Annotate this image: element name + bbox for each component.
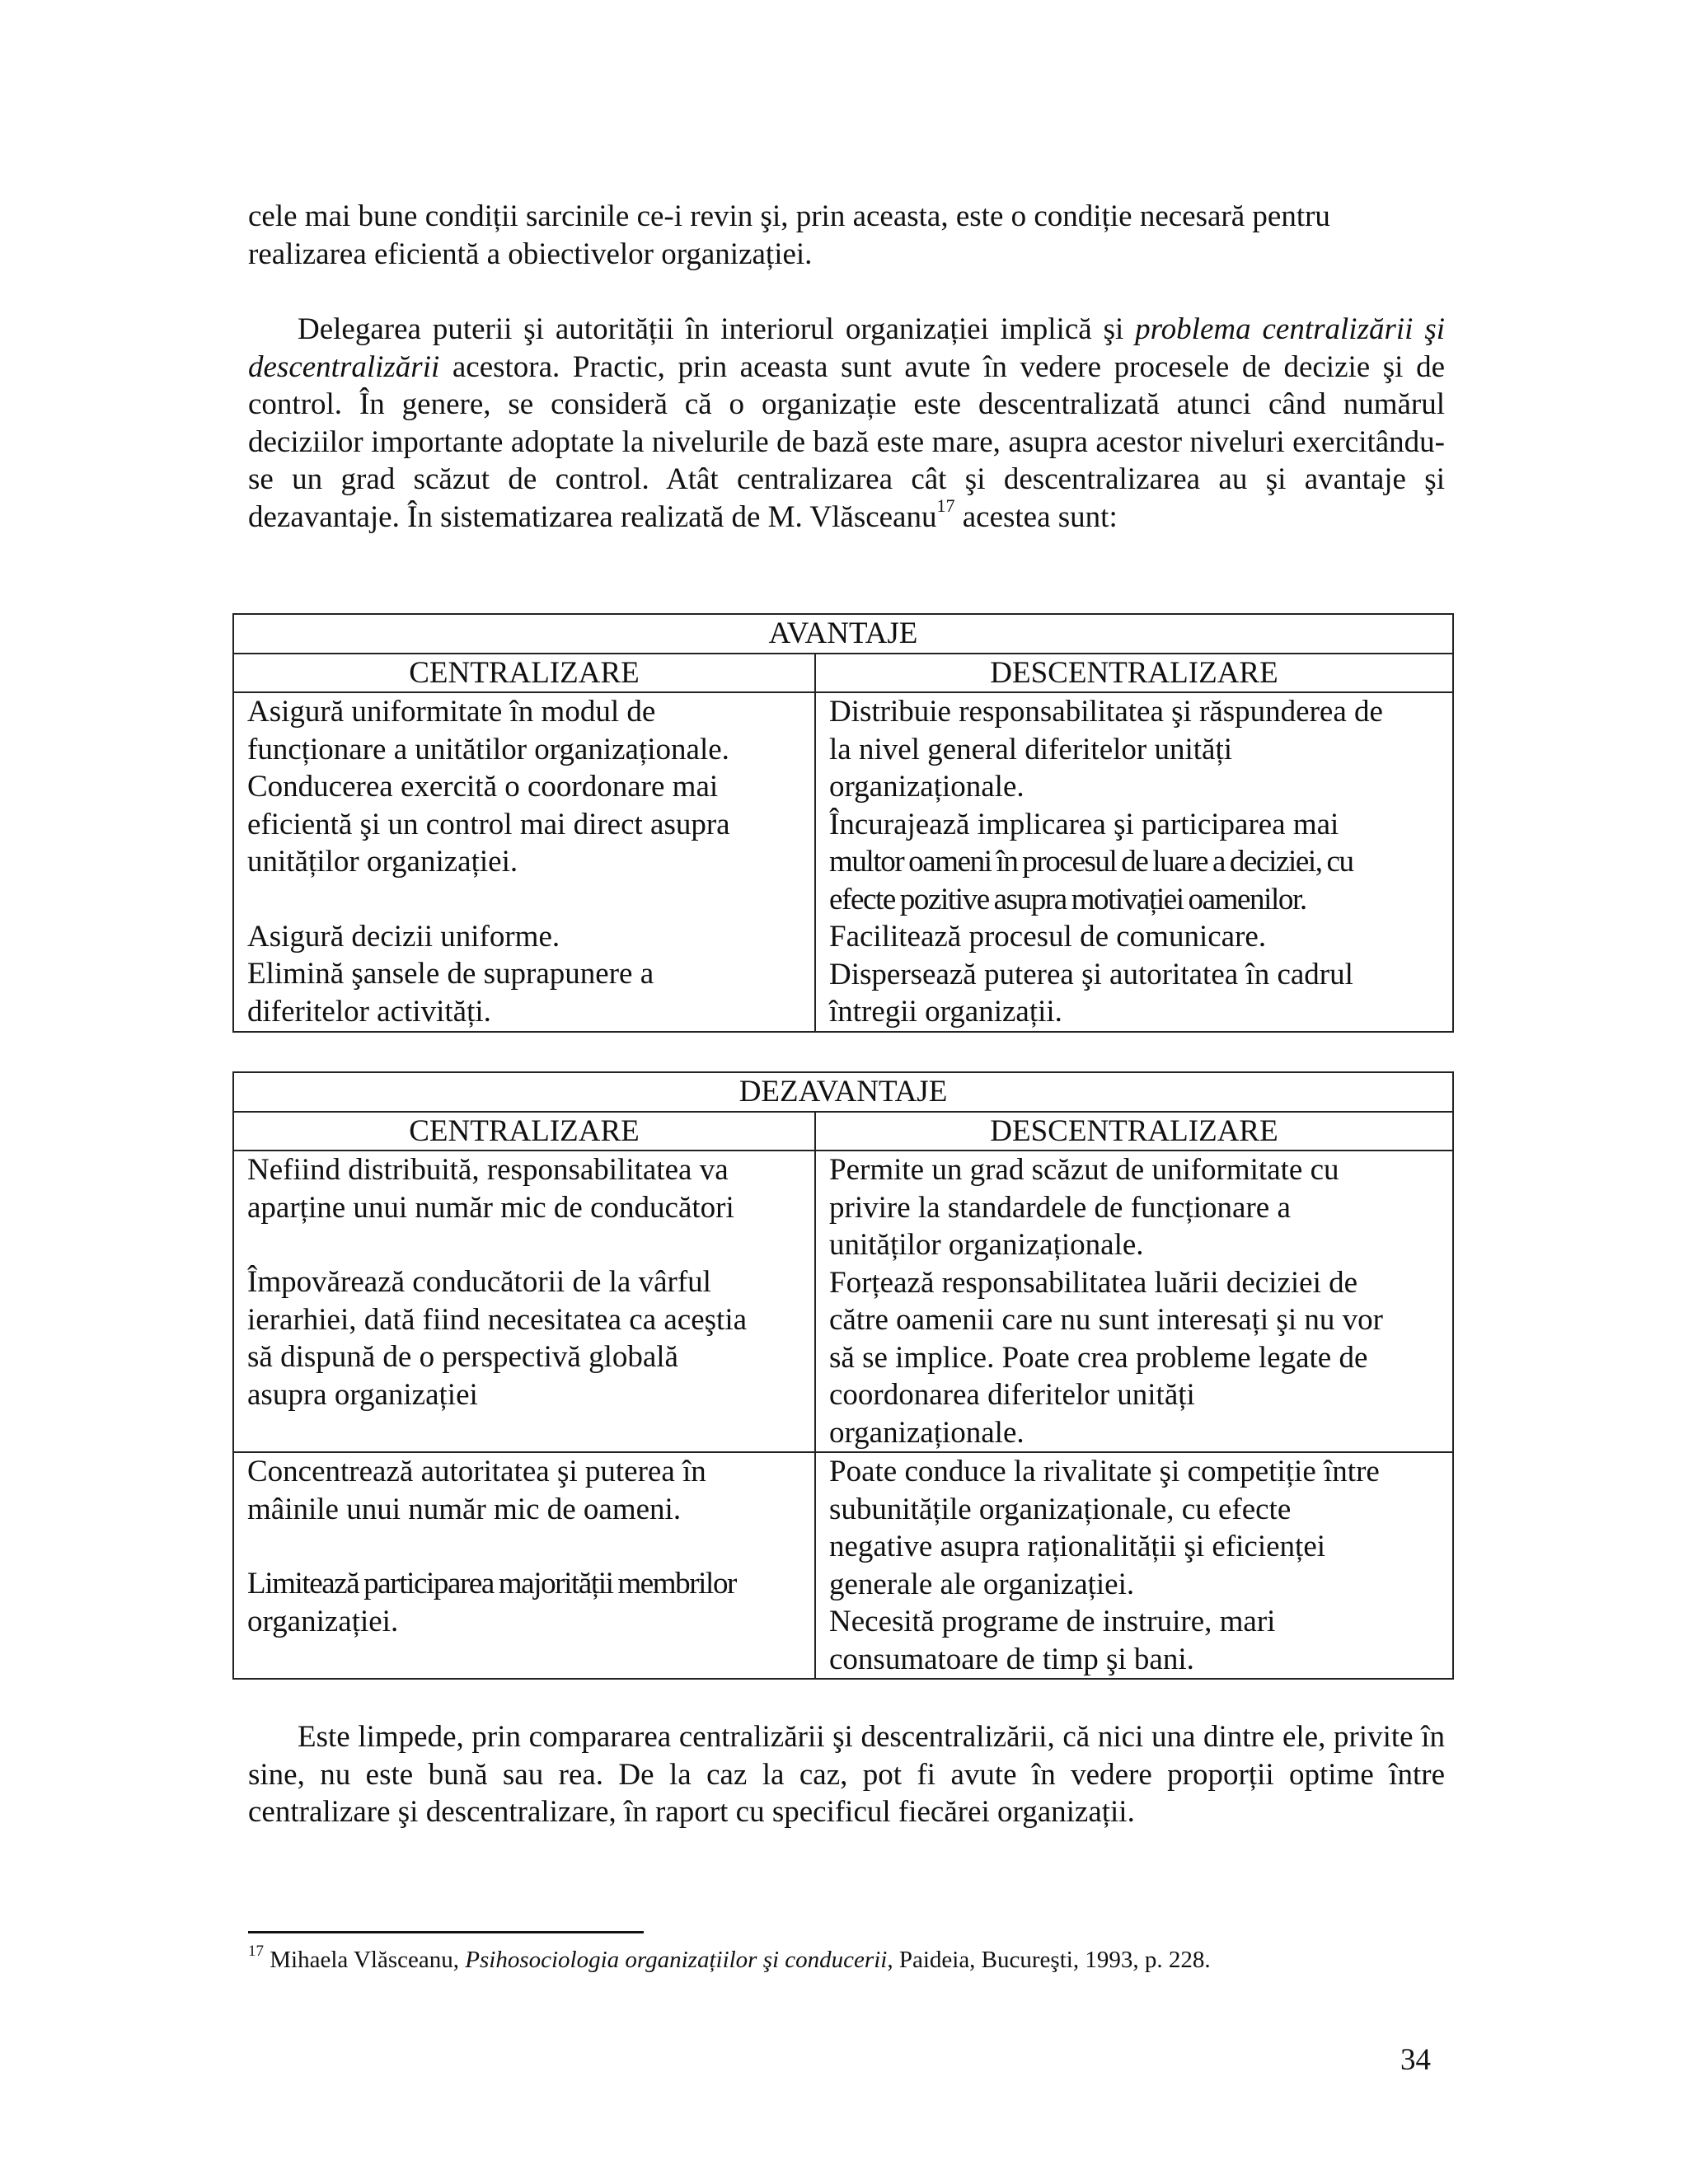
advantages-title: AVANTAJE xyxy=(233,614,1453,654)
disadvantages-title: DEZAVANTAJE xyxy=(233,1072,1453,1112)
disadvantages-header-decentralization: DESCENTRALIZARE xyxy=(815,1112,1453,1151)
dis-left-spacer xyxy=(247,1226,801,1263)
dis-right-line: subunitățile organizaționale, cu efecte xyxy=(829,1492,1292,1526)
disadvantages-table xyxy=(232,1071,1454,1680)
delegation-italic-phrase: problema centralizării şi descentralizării xyxy=(248,312,1445,384)
dis-left-line: Concentrează autoritatea şi puterea în xyxy=(247,1455,706,1488)
footnote-reference[interactable]: 17 xyxy=(936,495,955,517)
dis-left-line: ierarhiei, dată fiind necesitatea ca aceştia xyxy=(247,1302,748,1337)
disadvantages-centralization-cell-2 xyxy=(233,1452,815,1679)
delegation-text-end: acestea sunt: xyxy=(954,499,1118,534)
adv-right-line: efecte pozitive asupra motivației oamenilor. xyxy=(829,882,1306,916)
page-number: 34 xyxy=(1400,2043,1431,2077)
adv-left-line: Asigură decizii uniforme. xyxy=(247,919,560,954)
advantages-centralization-cell xyxy=(233,692,815,1032)
adv-left-line: Conducerea exercită o coordonare mai xyxy=(247,770,719,804)
delegation-text-body: acestora. Practic, prin aceasta sunt avute în vedere procesele de decizie şi de control. În genere, se consideră că o organizație este descentralizată atunci când numărul deciziilor importante adoptate la nivelurile de bază este mare, asupra acestor niveluri exercitându-se un grad scăzut de control. Atât centralizarea cât şi descentralizarea au şi avantaje şi dezavantaje. În sistematizarea realizată de M. Vlăsceanu xyxy=(248,349,1445,534)
disadvantages-centralization-cell-1 xyxy=(233,1151,815,1452)
dis-right-line: să se implice. Poate crea probleme legate de xyxy=(829,1340,1368,1375)
intro-line-2: realizarea eficientă a obiectivelor organizației. xyxy=(248,237,813,271)
adv-right-line: Încurajează implicarea şi participarea mai xyxy=(829,807,1339,841)
adv-left-line: Asigură uniformitate în modul de xyxy=(247,695,656,729)
dis-right-line: Necesită programe de instruire, mari xyxy=(829,1605,1276,1638)
intro-line-1: cele mai bune condiții sarcinile ce-i revin şi, prin aceasta, este o condiție necesară pentru xyxy=(248,199,1330,233)
dis-right-line: Poate conduce la rivalitate şi competiție între xyxy=(829,1455,1380,1488)
dis-right-line: coordonarea diferitelor unități xyxy=(829,1378,1195,1412)
adv-right-line: multor oameni în procesul de luare a deciziei, cu xyxy=(829,845,1353,879)
footnote-publication: , Paideia, Bucureşti, 1993, p. 228. xyxy=(887,1947,1211,1973)
dis-left-line: Nefiind distribuită, responsabilitatea va xyxy=(247,1153,729,1187)
dis-left-line: asupra organizației xyxy=(247,1377,478,1412)
footnote-number: 17 xyxy=(248,1943,264,1961)
adv-left-spacer xyxy=(247,881,801,918)
dis-right-line: generale ale organizației. xyxy=(829,1567,1135,1601)
dis-right-line: negative asupra raționalității şi eficienței xyxy=(829,1530,1326,1563)
dis-right-line: organizaționale. xyxy=(829,1415,1025,1450)
delegation-text-start: Delegarea puterii şi autorității în interiorul organizației implică şi xyxy=(298,312,1136,346)
conclusion-paragraph: Este limpede, prin compararea centralizării şi descentralizării, că nici una dintre ele, privite în sine, nu este bună sau rea. De la caz la caz, pot fi avute în vedere proporții optime între centralizare şi descentralizare, în raport cu specificul fiecărei organizații. xyxy=(248,1720,1445,1829)
adv-right-line: Distribuie responsabilitatea şi răspunderea de xyxy=(829,695,1383,729)
intro-paragraph xyxy=(248,198,1445,273)
adv-left-line: eficientă şi un control mai direct asupra xyxy=(247,807,730,841)
advantages-header-decentralization: DESCENTRALIZARE xyxy=(815,654,1453,693)
dis-left-line: Împovărează conducătorii de la vârful xyxy=(247,1265,711,1299)
footnote xyxy=(248,1943,1445,1976)
advantages-header-centralization: CENTRALIZARE xyxy=(233,654,815,693)
adv-left-line: unităților organizației. xyxy=(247,845,518,879)
adv-right-line: Facilitează procesul de comunicare. xyxy=(829,920,1267,954)
adv-left-line: funcționare a unitătilor organizaționale. xyxy=(247,732,729,766)
dis-left-line: organizației. xyxy=(247,1604,399,1638)
footnote-separator xyxy=(248,1931,644,1933)
dis-right-line: privire la standardele de funcționare a xyxy=(829,1190,1291,1225)
dis-right-line: unităților organizaționale. xyxy=(829,1228,1144,1262)
footnote-book-title: Psihosociologia organizațiilor şi conducerii xyxy=(465,1947,888,1973)
disadvantages-header-centralization: CENTRALIZARE xyxy=(233,1112,815,1151)
delegation-paragraph xyxy=(248,311,1445,536)
adv-right-line: Dispersează puterea şi autoritatea în cadrul xyxy=(829,957,1353,991)
dis-left-line: aparține unui număr mic de conducători xyxy=(247,1190,734,1225)
advantages-decentralization-cell xyxy=(815,692,1453,1032)
adv-right-line: organizaționale. xyxy=(829,770,1025,804)
dis-right-line: Permite un grad scăzut de uniformitate cu xyxy=(829,1153,1339,1187)
disadvantages-decentralization-cell-1 xyxy=(815,1151,1453,1452)
dis-left-spacer xyxy=(247,1528,801,1565)
dis-left-line: mâinile unui număr mic de oameni. xyxy=(247,1492,682,1526)
adv-right-line: întregii organizații. xyxy=(829,995,1062,1029)
adv-right-line: la nivel general diferitelor unități xyxy=(829,732,1233,766)
disadvantages-decentralization-cell-2 xyxy=(815,1452,1453,1679)
advantages-table xyxy=(232,613,1454,1033)
dis-right-line: Forțează responsabilitatea luării deciziei de xyxy=(829,1265,1358,1300)
adv-left-line: Elimină şansele de suprapunere a xyxy=(247,957,654,991)
dis-right-line: consumatoare de timp şi bani. xyxy=(829,1642,1194,1676)
adv-left-line: diferitelor activități. xyxy=(247,994,491,1029)
dis-right-line: către oamenii care nu sunt interesați şi nu vor xyxy=(829,1303,1383,1337)
footnote-author: Mihaela Vlăsceanu, xyxy=(264,1947,466,1973)
dis-left-line: Limitează participarea majorității membrilor xyxy=(247,1567,736,1601)
dis-left-line: să dispună de o perspectivă globală xyxy=(247,1340,678,1374)
